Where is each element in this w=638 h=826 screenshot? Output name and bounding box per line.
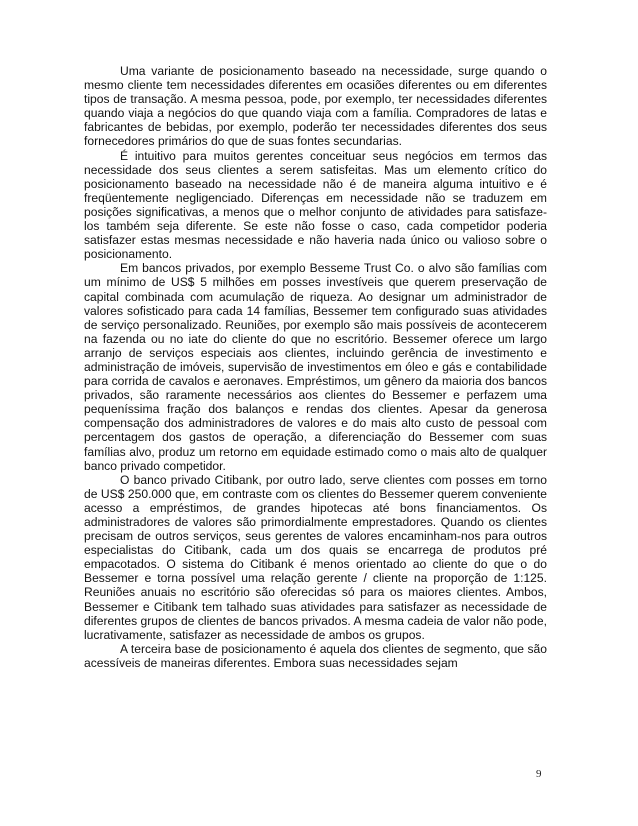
page-number: 9 xyxy=(536,768,542,780)
paragraph-2: É intuitivo para muitos gerentes conceituar seus negócios em termos das necessidade dos seus clientes a serem satisfeitas. Mas um elemento crítico do posicionamento baseado na necessidade não é de maneira alguma intuitivo e é freqüentemente negligenciado. Diferenças em necessidade não se traduzem em posições significativas, a menos que o melhor conjunto de atividades para satisfaze-los também seja diferente. Se este não fosse o caso, cada competidor poderia satisfazer estas mesmas necessidade e não haveria nada único ou valioso sobre o posicionamento. xyxy=(84,148,547,262)
paragraph-5: A terceira base de posicionamento é aquela dos clientes de segmento, que são acessíveis de maneiras diferentes. Embora suas necessidades sejam xyxy=(84,641,547,670)
paragraph-1: Uma variante de posicionamento baseado na necessidade, surge quando o mesmo cliente tem necessidades diferentes em ocasiões diferentes ou em diferentes tipos de transação. A mesma pessoa, pode, por exemplo, ter necessidades diferentes quando viaja a negócios do que quando viaja com a família. Compradores de latas e fabricantes de bebidas, por exemplo, poderão ter necessidades diferentes dos seus fornecedores primários do que de suas fontes secundarias. xyxy=(84,64,547,149)
body-text xyxy=(84,64,547,670)
paragraph-4: O banco privado Citibank, por outro lado, serve clientes com posses em torno de US$ 250.000 que, em contraste com os clientes do Bessemer querem conveniente acesso a empréstimos, de grandes hipotecas até bons financiamentos. Os administradores de valores são primordialmente emprestadores. Quando os clientes precisam de outros serviços, seus gerentes de valores encaminham-nos para outros especialistas do Citibank, cada um dos quais se encarrega de produtos pré empacotados. O sistema do Citibank é menos orientado ao cliente do que o do Bessemer e torna possível uma relação gerente / cliente na proporção de 1:125. Reuniões anuais no escritório são oferecidas só para os maiores clientes. Ambos, Bessemer e Citibank tem talhado suas atividades para satisfazer as necessidade de diferentes grupos de clientes de bancos privados. A mesma cadeia de valor não pode, lucrativamente, satisfazer as necessidade de ambos os grupos. xyxy=(84,472,547,642)
paragraph-3: Em bancos privados, por exemplo Besseme Trust Co. o alvo são famílias com um mínimo de US$ 5 milhões em posses investíveis que querem preservação de capital combinada com acumulação de riqueza. Ao designar um administrador de valores sofisticado para cada 14 famílias, Bessemer tem configurado suas atividades de serviço personalizado. Reuniões, por exemplo são mais possíveis de acontecerem na fazenda ou no iate do cliente do que no escritório. Bessemer oferece um largo arranjo de serviços especiais aos clientes, incluindo gerência de investimento e administração de imóveis, supervisão de investimentos em óleo e gás e contabilidade para corrida de cavalos e aeronaves. Empréstimos, um gênero da maioria dos bancos privados, são raramente necessários aos clientes do Bessemer e perfazem uma pequeníssima fração dos balanços e rendas dos clientes. Apesar da generosa compensação dos administradores de valores e do mais alto custo de pessoal com percentagem dos gastos de operação, a diferenciação do Bessemer com suas famílias alvo, produz um retorno em equidade estimado como o mais alto de qualquer banco privado competidor. xyxy=(84,261,547,473)
